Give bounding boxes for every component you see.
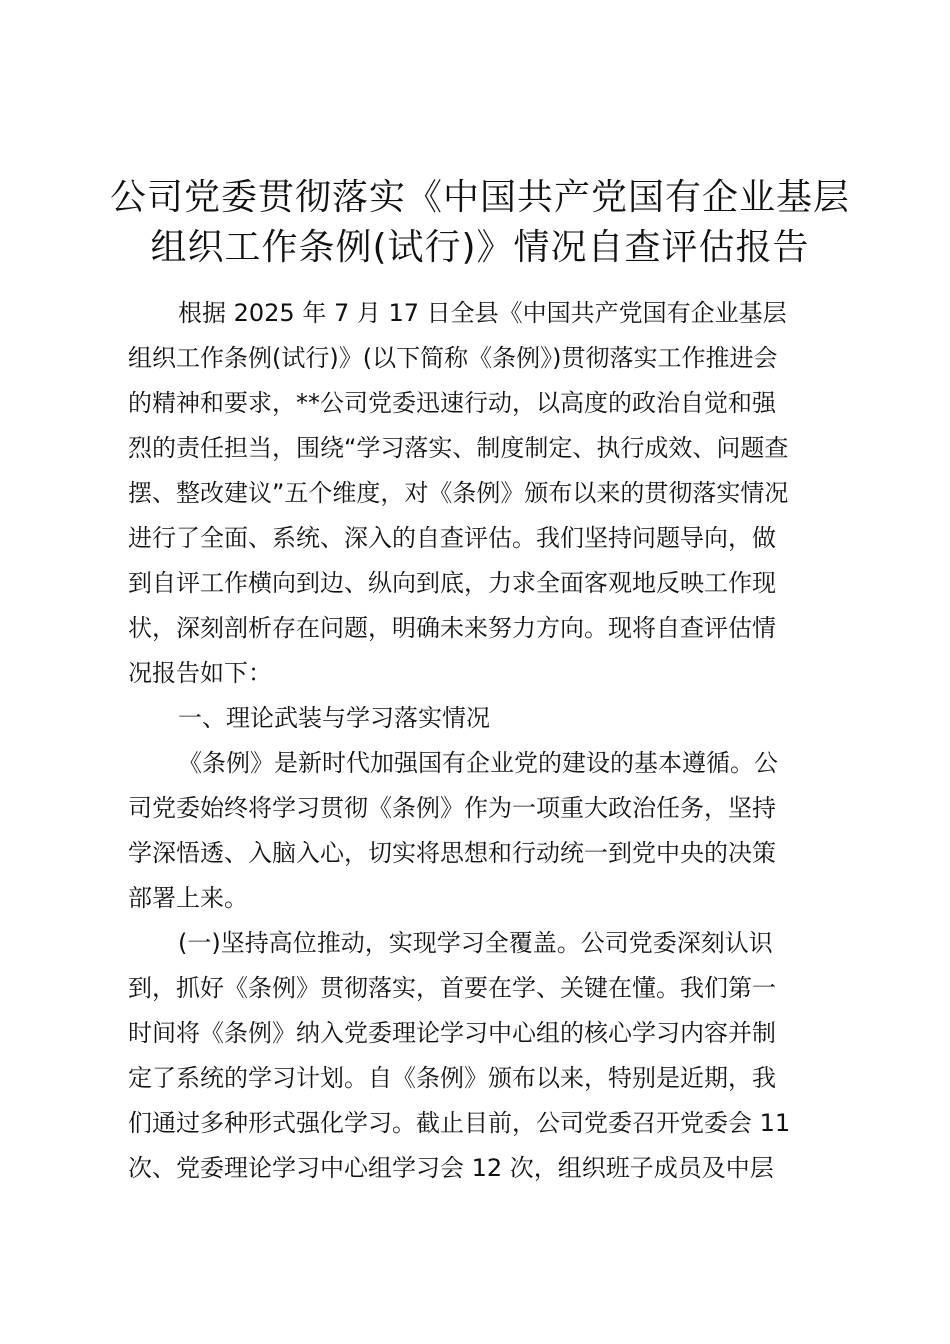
body-line: 司党委始终将学习贯彻《条例》作为一项重大政治任务，坚持 xyxy=(128,794,776,822)
body-line: 次、党委理论学习中心组学习会 12 次，组织班子成员及中层 xyxy=(128,1154,774,1182)
document-title-line-2: 组织工作条例(试行)》情况自查评估报告 xyxy=(150,227,810,268)
body-line: 状，深刻剖析存在问题，明确未来努力方向。现将自查评估情 xyxy=(128,614,776,642)
body-line: 况报告如下： xyxy=(128,659,272,687)
body-line: 到自评工作横向到边、纵向到底，力求全面客观地反映工作现 xyxy=(128,569,776,597)
document-title-line-1: 公司党委贯彻落实《中国共产党国有企业基层 xyxy=(110,177,851,218)
body-line: 定了系统的学习计划。自《条例》颁布以来，特别是近期，我 xyxy=(128,1064,776,1092)
body-line: 烈的责任担当，围绕“学习落实、制度制定、执行成效、问题查 xyxy=(128,434,789,462)
body-line: 摆、整改建议”五个维度，对《条例》颁布以来的贯彻落实情况 xyxy=(128,479,789,507)
section-heading: 一、理论武装与学习落实情况 xyxy=(178,704,490,732)
subsection-line: (一)坚持高位推动，实现学习全覆盖。公司党委深刻认识 xyxy=(178,929,773,957)
body-line: 的精神和要求，**公司党委迅速行动，以高度的政治自觉和强 xyxy=(128,389,776,417)
body-line: 到，抓好《条例》贯彻落实，首要在学、关键在懂。我们第一 xyxy=(128,974,776,1002)
body-line: 组织工作条例(试行)》(以下简称《条例》)贯彻落实工作推进会 xyxy=(128,344,778,372)
body-line: 们通过多种形式强化学习。截止目前，公司党委召开党委会 11 xyxy=(128,1109,791,1137)
body-line: 进行了全面、系统、深入的自查评估。我们坚持问题导向，做 xyxy=(128,524,776,552)
body-line: 根据 2025 年 7 月 17 日全县《中国共产党国有企业基层 xyxy=(178,299,787,327)
body-line: 时间将《条例》纳入党委理论学习中心组的核心学习内容并制 xyxy=(128,1019,776,1047)
document-body xyxy=(128,291,848,1191)
body-line: 部署上来。 xyxy=(128,884,248,912)
body-line: 学深悟透、入脑入心，切实将思想和行动统一到党中央的决策 xyxy=(128,839,776,867)
body-line: 《条例》是新时代加强国有企业党的建设的基本遵循。公 xyxy=(178,749,778,777)
